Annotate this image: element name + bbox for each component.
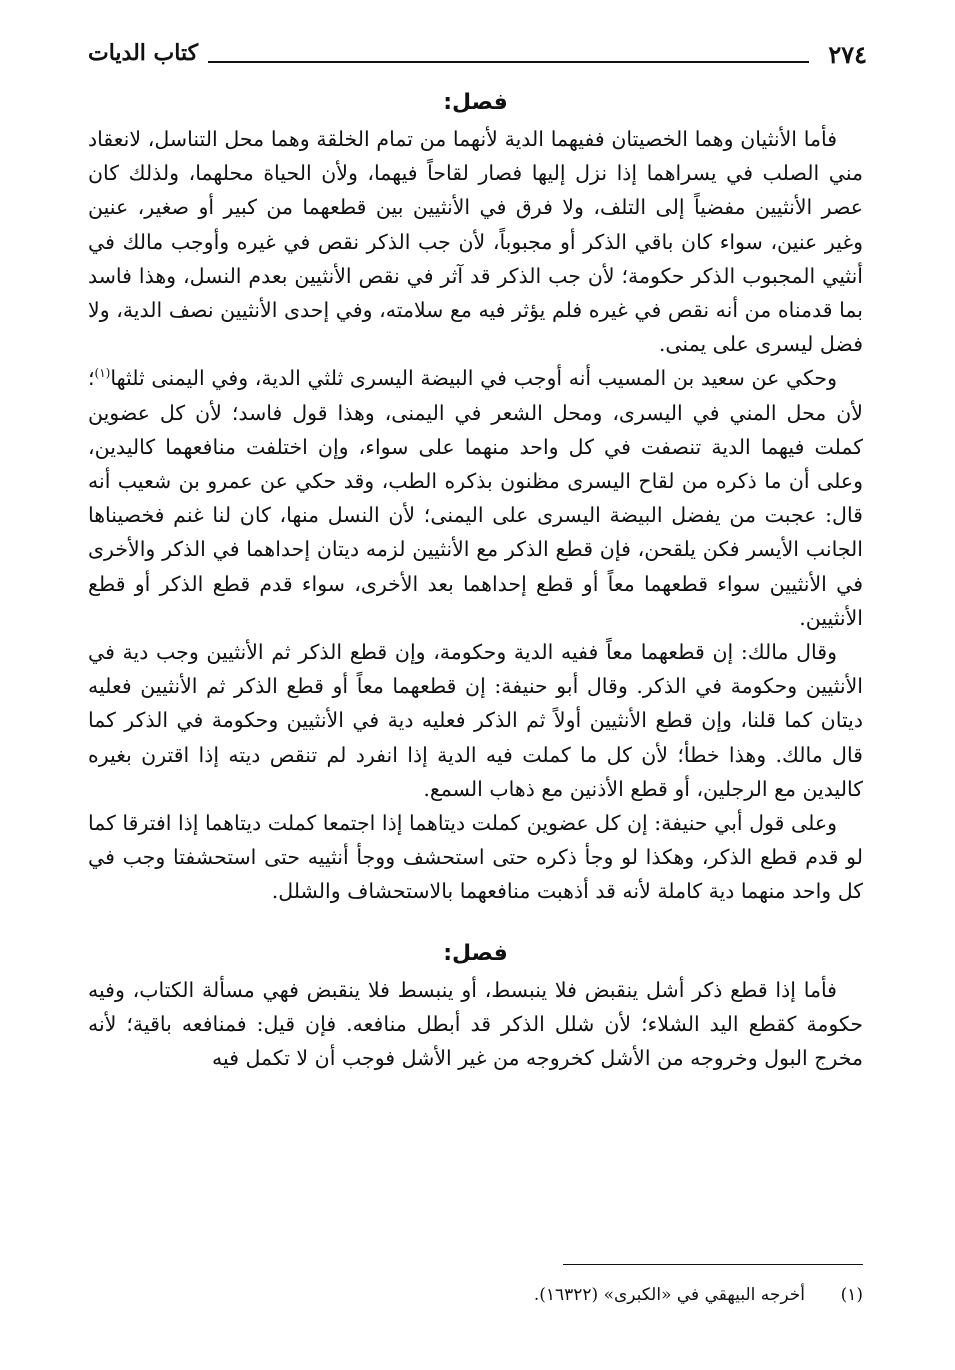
book-title: كتاب الديات: [88, 40, 199, 66]
page-number: ٢٧٤: [828, 40, 867, 69]
main-text: [88, 86, 863, 1075]
paragraph: فأما إذا قطع ذكر أشل ينقبض فلا ينبسط، أو ينبسط فلا ينقبض فهي مسألة الكتاب، وفيه حكومة كقطع اليد الشلاء؛ لأن شلل الذكر قد أبطل منافعه. فإن قيل: فمنافعه باقية؛ لأنه مخرج البول وخروجه من الأشل كخروجه من غير الأشل فوجب أن لا تكمل فيه: [88, 977, 863, 1071]
paragraph: فأما الأنثيان وهما الخصيتان ففيهما الدية لأنهما من تمام الخلقة وهما محل التناسل، لانعقاد مني الصلب في يسراهما إذا نزل إليها فصار لقاحاً فيهما، ولأن الحياة محلهما، ولذلك كان عصر الأنثيين مفضياً إلى التلف، ولا فرق في الأنثيين بين قطعهما من كبير أو صغير، عنين وغير عنين، سواء كان باقي الذكر أو مجبوباً، لأن جب الذكر نقص في غيره وأوجب مالك في أنثيي المجبوب الذكر حكومة؛ لأن جب الذكر قد آثر في نقص الأنثيين بعدم النسل، وهذا فاسد بما قدمناه من أنه نقص في غيره فلم يؤثر فيه مع سلامته، وفي إحدى الأنثيين نصف الدية، ولا فضل ليسرى على يمنى.: [88, 127, 863, 357]
header-rule: [208, 61, 809, 63]
footnote-reference: (١): [94, 366, 111, 381]
paragraph-text: وحكي عن سعيد بن المسيب أنه أوجب في البيضة اليسرى ثلثي الدية، وفي اليمنى ثلثها: [110, 366, 837, 391]
footnote-marker: (١): [840, 1285, 863, 1305]
footnote-text: أخرجه البيهقي في «الكبرى» (١٦٣٢٢).: [533, 1285, 805, 1305]
footnote: [88, 1282, 863, 1308]
section-heading: فصل:: [443, 90, 508, 115]
page-header: [88, 34, 867, 74]
paragraph: وعلى قول أبي حنيفة: إن كل عضوين كملت ديتاهما إذا اجتمعا كملت ديتاهما إذا افترقا كما لو قدم قطع الذكر، وهكذا لو وجأ ذكره حتى استحشف ووجأ أنثييه حتى استحشفتا وجب في كل واحد منهما دية كاملة لأنه قد أذهبت منافعهما بالاستحشاف والشلل.: [88, 811, 863, 904]
footnote-separator: [563, 1264, 863, 1265]
paragraph: وقال مالك: إن قطعهما معاً ففيه الدية وحكومة، وإن قطع الذكر ثم الأنثيين وجب دية في الأنثيين وحكومة في الذكر. وقال أبو حنيفة: إن قطعهما معاً أو قطع الذكر ثم الأنثيين فعليه ديتان كما قلنا، وإن قطع الأنثيين أولاً ثم الذكر فعليه دية في الأنثيين وحكومة في الذكر كما قال مالك. وهذا خطأ؛ لأن كل ما كملت فيه الدية إذا انفرد لم تنقص ديته إذا اقترن بغيره كاليدين مع الرجلين، أو قطع الأذنين مع ذهاب السمع.: [88, 640, 863, 801]
paragraph: [88, 361, 863, 635]
paragraph-text: ؛ لأن محل المني في اليسرى، ومحل الشعر في اليمنى، وهذا قول فاسد؛ لأن كل عضوين كملت فيهما الدية تنصفت في كل واحد منهما على سواء، وإن اختلفت منافعهما كاليدين، وعلى أن ما ذكره من لقاح اليسرى مظنون بذكره الطب، وقد حكي عن عمرو بن شعيب أنه قال: عجبت من يفضل البيضة اليسرى على اليمنى؛ لأن النسل منها، كان لنا غنم فخصيناها الجانب الأيسر فكن يلقحن، فإن قطع الذكر مع الأنثيين لزمه ديتان إحداهما في الذكر والأخرى في الأنثيين سواء قطعهما معاً أو قطع إحداهما بعد الأخرى، سواء قدم قطع الذكر أو قطع الأنثيين.: [88, 366, 863, 630]
section-heading: فصل:: [443, 940, 508, 966]
